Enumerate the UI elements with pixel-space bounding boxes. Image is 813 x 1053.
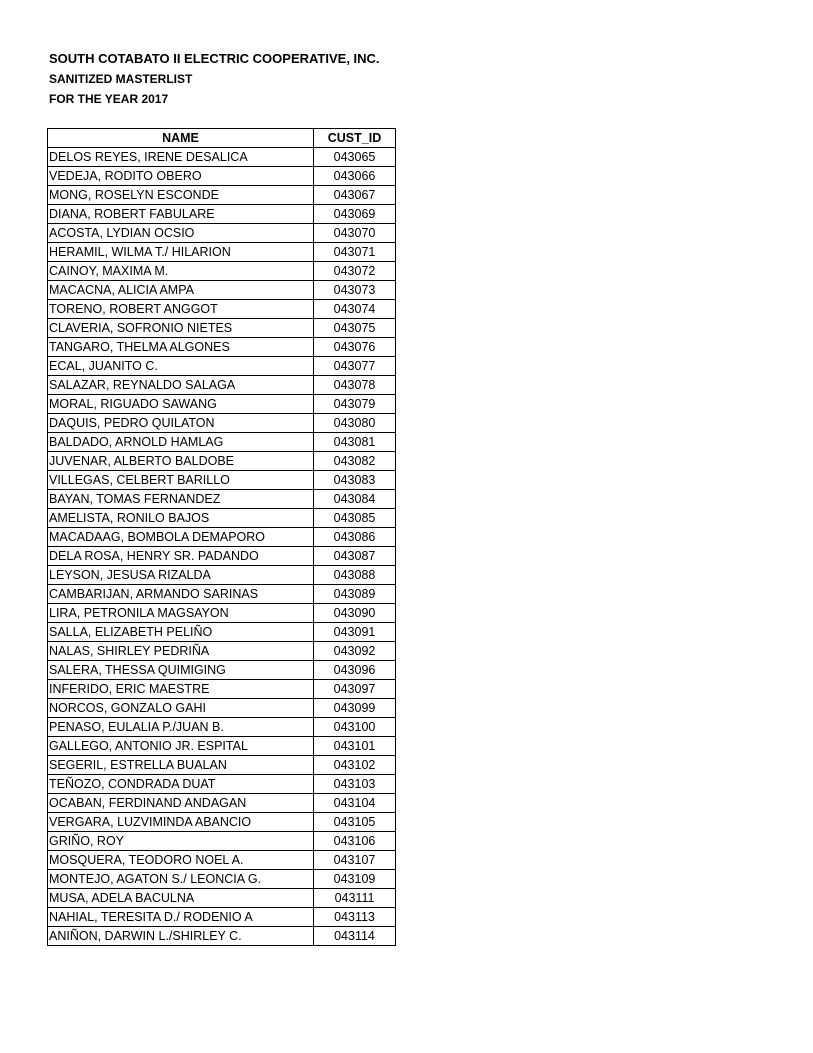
customer-name-cell: AMELISTA, RONILO BAJOS <box>48 509 314 528</box>
customer-id-cell: 043106 <box>314 832 396 851</box>
customer-name-cell: BAYAN, TOMAS FERNANDEZ <box>48 490 314 509</box>
customer-name-cell: NAHIAL, TERESITA D./ RODENIO A <box>48 908 314 927</box>
table-row <box>48 832 396 851</box>
customer-id-cell: 043088 <box>314 566 396 585</box>
customer-id-cell: 043113 <box>314 908 396 927</box>
table-row <box>48 927 396 946</box>
table-row <box>48 889 396 908</box>
table-row <box>48 167 396 186</box>
customer-name-cell: VEDEJA, RODITO OBERO <box>48 167 314 186</box>
customer-id-cell: 043101 <box>314 737 396 756</box>
customer-id-cell: 043091 <box>314 623 396 642</box>
customer-name-cell: TORENO, ROBERT ANGGOT <box>48 300 314 319</box>
table-row <box>48 642 396 661</box>
document-header <box>49 49 380 109</box>
table-row <box>48 623 396 642</box>
customer-name-cell: OCABAN, FERDINAND ANDAGAN <box>48 794 314 813</box>
table-row <box>48 357 396 376</box>
table-row <box>48 148 396 167</box>
table-row <box>48 775 396 794</box>
table-row <box>48 794 396 813</box>
customer-name-cell: SALLA, ELIZABETH PELIÑO <box>48 623 314 642</box>
customer-name-cell: MACADAAG, BOMBOLA DEMAPORO <box>48 528 314 547</box>
table-row <box>48 224 396 243</box>
table-row <box>48 205 396 224</box>
customer-name-cell: VERGARA, LUZVIMINDA ABANCIO <box>48 813 314 832</box>
table-row <box>48 718 396 737</box>
table-row <box>48 490 396 509</box>
customer-id-cell: 043065 <box>314 148 396 167</box>
customer-name-cell: DIANA, ROBERT FABULARE <box>48 205 314 224</box>
customer-id-cell: 043107 <box>314 851 396 870</box>
customer-name-cell: SALAZAR, REYNALDO SALAGA <box>48 376 314 395</box>
customer-name-cell: TEÑOZO, CONDRADA DUAT <box>48 775 314 794</box>
table-row <box>48 870 396 889</box>
customer-name-cell: LIRA, PETRONILA MAGSAYON <box>48 604 314 623</box>
customer-id-cell: 043082 <box>314 452 396 471</box>
table-row <box>48 471 396 490</box>
customer-name-cell: JUVENAR, ALBERTO BALDOBE <box>48 452 314 471</box>
customer-name-cell: MONG, ROSELYN ESCONDE <box>48 186 314 205</box>
customer-name-cell: MONTEJO, AGATON S./ LEONCIA G. <box>48 870 314 889</box>
customer-id-cell: 043080 <box>314 414 396 433</box>
masterlist-table <box>47 128 396 946</box>
table-row <box>48 756 396 775</box>
table-row <box>48 908 396 927</box>
customer-id-cell: 043087 <box>314 547 396 566</box>
customer-id-cell: 043084 <box>314 490 396 509</box>
table-row <box>48 319 396 338</box>
table-header-row <box>48 129 396 148</box>
document-year: FOR THE YEAR 2017 <box>49 92 169 106</box>
table-row <box>48 699 396 718</box>
customer-id-cell: 043086 <box>314 528 396 547</box>
table-row <box>48 528 396 547</box>
customer-name-cell: SALERA, THESSA QUIMIGING <box>48 661 314 680</box>
table-row <box>48 680 396 699</box>
table-row <box>48 585 396 604</box>
table-row <box>48 509 396 528</box>
column-header-name: NAME <box>48 129 314 148</box>
customer-name-cell: ANIÑON, DARWIN L./SHIRLEY C. <box>48 927 314 946</box>
table-row <box>48 338 396 357</box>
table-row <box>48 452 396 471</box>
customer-id-cell: 043089 <box>314 585 396 604</box>
customer-id-cell: 043092 <box>314 642 396 661</box>
customer-name-cell: MACACNA, ALICIA AMPA <box>48 281 314 300</box>
customer-name-cell: GALLEGO, ANTONIO JR. ESPITAL <box>48 737 314 756</box>
customer-id-cell: 043085 <box>314 509 396 528</box>
customer-id-cell: 043073 <box>314 281 396 300</box>
table-row <box>48 737 396 756</box>
table-row <box>48 661 396 680</box>
customer-id-cell: 043070 <box>314 224 396 243</box>
customer-id-cell: 043079 <box>314 395 396 414</box>
customer-id-cell: 043114 <box>314 927 396 946</box>
customer-name-cell: DELOS REYES, IRENE DESALICA <box>48 148 314 167</box>
customer-name-cell: CAMBARIJAN, ARMANDO SARINAS <box>48 585 314 604</box>
customer-name-cell: INFERIDO, ERIC MAESTRE <box>48 680 314 699</box>
customer-name-cell: MUSA, ADELA BACULNA <box>48 889 314 908</box>
customer-id-cell: 043100 <box>314 718 396 737</box>
table-row <box>48 604 396 623</box>
customer-id-cell: 043105 <box>314 813 396 832</box>
customer-id-cell: 043111 <box>314 889 396 908</box>
customer-name-cell: DELA ROSA, HENRY SR. PADANDO <box>48 547 314 566</box>
table-row <box>48 414 396 433</box>
customer-name-cell: SEGERIL, ESTRELLA BUALAN <box>48 756 314 775</box>
table-row <box>48 262 396 281</box>
table-row <box>48 566 396 585</box>
customer-name-cell: ACOSTA, LYDIAN OCSIO <box>48 224 314 243</box>
customer-id-cell: 043090 <box>314 604 396 623</box>
customer-name-cell: ECAL, JUANITO C. <box>48 357 314 376</box>
customer-id-cell: 043109 <box>314 870 396 889</box>
table-row <box>48 813 396 832</box>
customer-id-cell: 043103 <box>314 775 396 794</box>
customer-id-cell: 043069 <box>314 205 396 224</box>
customer-id-cell: 043074 <box>314 300 396 319</box>
customer-name-cell: LEYSON, JESUSA RIZALDA <box>48 566 314 585</box>
customer-id-cell: 043071 <box>314 243 396 262</box>
customer-id-cell: 043097 <box>314 680 396 699</box>
customer-id-cell: 043072 <box>314 262 396 281</box>
table-row <box>48 433 396 452</box>
table-row <box>48 186 396 205</box>
customer-name-cell: CLAVERIA, SOFRONIO NIETES <box>48 319 314 338</box>
customer-name-cell: MOSQUERA, TEODORO NOEL A. <box>48 851 314 870</box>
table-row <box>48 300 396 319</box>
customer-id-cell: 043099 <box>314 699 396 718</box>
customer-name-cell: CAINOY, MAXIMA M. <box>48 262 314 281</box>
customer-id-cell: 043083 <box>314 471 396 490</box>
customer-id-cell: 043077 <box>314 357 396 376</box>
customer-name-cell: HERAMIL, WILMA T./ HILARION <box>48 243 314 262</box>
table-row <box>48 547 396 566</box>
customer-name-cell: NALAS, SHIRLEY PEDRIÑA <box>48 642 314 661</box>
customer-name-cell: PENASO, EULALIA P./JUAN B. <box>48 718 314 737</box>
customer-id-cell: 043102 <box>314 756 396 775</box>
customer-name-cell: TANGARO, THELMA ALGONES <box>48 338 314 357</box>
table-body <box>48 148 396 946</box>
table-row <box>48 243 396 262</box>
document-title: SOUTH COTABATO II ELECTRIC COOPERATIVE, INC. <box>49 51 380 66</box>
customer-id-cell: 043104 <box>314 794 396 813</box>
column-header-cust-id: CUST_ID <box>314 129 396 148</box>
customer-id-cell: 043067 <box>314 186 396 205</box>
customer-name-cell: GRIÑO, ROY <box>48 832 314 851</box>
table-row <box>48 851 396 870</box>
customer-id-cell: 043075 <box>314 319 396 338</box>
table-row <box>48 376 396 395</box>
customer-id-cell: 043081 <box>314 433 396 452</box>
customer-id-cell: 043096 <box>314 661 396 680</box>
customer-name-cell: DAQUIS, PEDRO QUILATON <box>48 414 314 433</box>
customer-name-cell: NORCOS, GONZALO GAHI <box>48 699 314 718</box>
customer-name-cell: MORAL, RIGUADO SAWANG <box>48 395 314 414</box>
customer-id-cell: 043076 <box>314 338 396 357</box>
customer-name-cell: VILLEGAS, CELBERT BARILLO <box>48 471 314 490</box>
table-row <box>48 281 396 300</box>
customer-id-cell: 043078 <box>314 376 396 395</box>
document-subtitle: SANITIZED MASTERLIST <box>49 72 193 86</box>
customer-id-cell: 043066 <box>314 167 396 186</box>
table-row <box>48 395 396 414</box>
customer-name-cell: BALDADO, ARNOLD HAMLAG <box>48 433 314 452</box>
